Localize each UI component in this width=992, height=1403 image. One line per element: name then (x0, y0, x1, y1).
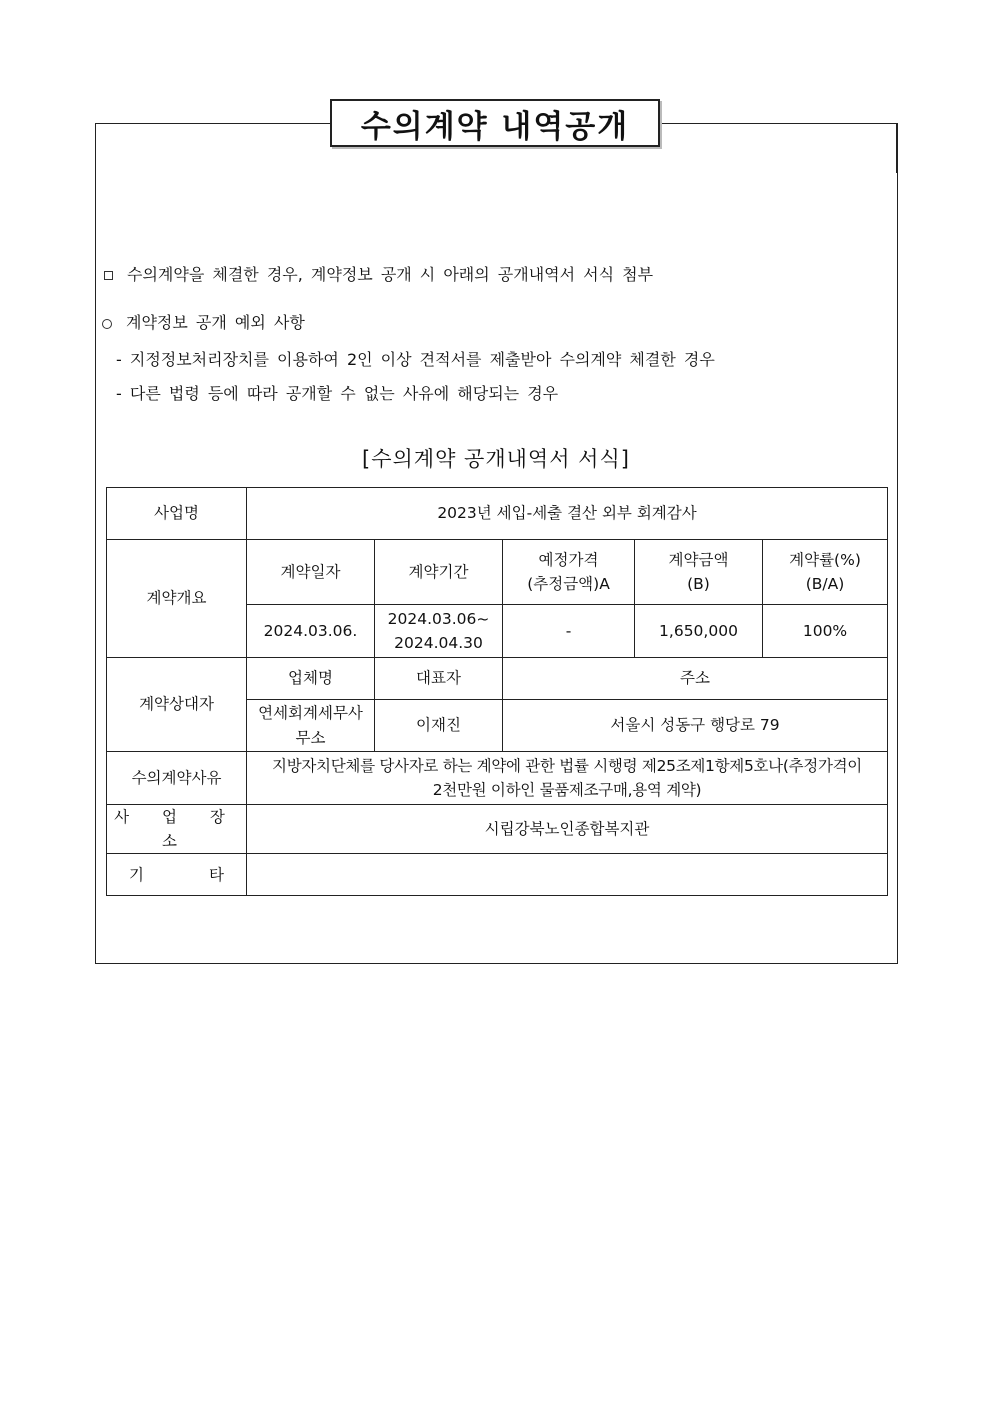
etc-label (107, 854, 247, 896)
header-contract-amount-l2: (B) (687, 575, 710, 593)
form-title: [수의계약 공개내역서 서식] (362, 447, 630, 471)
place-value: 시립강북노인종합복지관 (247, 805, 888, 854)
representative-name: 이재진 (375, 700, 503, 752)
exception-item-2: - 다른 법령 등에 따라 공개할 수 없는 사유에 해당되는 경우 (116, 384, 559, 403)
page-title: 수의계약 내역공개 (330, 99, 660, 147)
reason-text-l2: 2천만원 이하인 물품제조구매,용역 계약) (432, 781, 702, 799)
place-label: 사 업 장 소 (107, 805, 247, 854)
company-name-l1: 연세회계세무사 (258, 704, 363, 723)
reason-label: 수의계약사유 (107, 752, 247, 805)
exception-item-1: - 지정정보처리장치를 이용하여 2인 이상 견적서를 제출받아 수의계약 체결한 경우 (116, 350, 715, 369)
header-contract-date: 계약일자 (247, 540, 375, 605)
header-address: 주소 (503, 658, 888, 700)
exception-heading: 계약정보 공개 예외 사항 (126, 313, 305, 332)
header-contract-period: 계약기간 (375, 540, 503, 605)
reason-text (247, 752, 888, 805)
contract-date: 2024.03.06. (247, 605, 375, 658)
header-estimated-price-l2: (추정금액)A (527, 575, 610, 593)
party-label: 계약상대자 (107, 658, 247, 752)
place-row (107, 805, 888, 854)
etc-value (247, 854, 888, 896)
contract-rate: 100% (763, 605, 888, 658)
etc-label-2: 타 (209, 865, 224, 884)
notice-main-line (104, 262, 653, 285)
square-bullet-icon (104, 271, 113, 280)
contract-period-end: 2024.04.30 (394, 634, 483, 652)
reason-row (107, 752, 888, 805)
etc-row (107, 854, 888, 896)
party-header-row (107, 658, 888, 700)
circle-bullet-icon (102, 319, 112, 329)
project-row (107, 488, 888, 540)
estimated-price: - (503, 605, 635, 658)
header-estimated-price (503, 540, 635, 605)
header-contract-amount (635, 540, 763, 605)
contract-disclosure-table (106, 487, 888, 896)
exception-heading-line (102, 310, 305, 333)
etc-label-spread (109, 863, 244, 887)
header-contract-rate (763, 540, 888, 605)
contract-period (375, 605, 503, 658)
frame-notch (896, 123, 898, 173)
overview-header-row (107, 540, 888, 605)
notice-main-text: 수의계약을 체결한 경우, 계약정보 공개 시 아래의 공개내역서 서식 첨부 (127, 265, 654, 284)
project-name: 2023년 세입-세출 결산 외부 회계감사 (247, 488, 888, 540)
project-label: 사업명 (107, 488, 247, 540)
header-estimated-price-l1: 예정가격 (538, 550, 599, 569)
overview-label: 계약개요 (107, 540, 247, 658)
company-name (247, 700, 375, 752)
etc-label-1: 기 (129, 865, 144, 884)
header-contract-rate-l2: (B/A) (805, 575, 845, 593)
contract-period-start: 2024.03.06~ (387, 609, 490, 628)
company-address: 서울시 성동구 행당로 79 (503, 700, 888, 752)
company-name-l2: 무소 (295, 728, 326, 747)
reason-text-l1: 지방자치단체를 당사자로 하는 계약에 관한 법률 시행령 제25조제1항제5호나(추정가격이 (272, 756, 862, 775)
header-representative: 대표자 (375, 658, 503, 700)
header-company: 업체명 (247, 658, 375, 700)
header-contract-rate-l1: 계약률(%) (789, 550, 861, 569)
header-contract-amount-l1: 계약금액 (668, 550, 729, 569)
contract-amount: 1,650,000 (635, 605, 763, 658)
